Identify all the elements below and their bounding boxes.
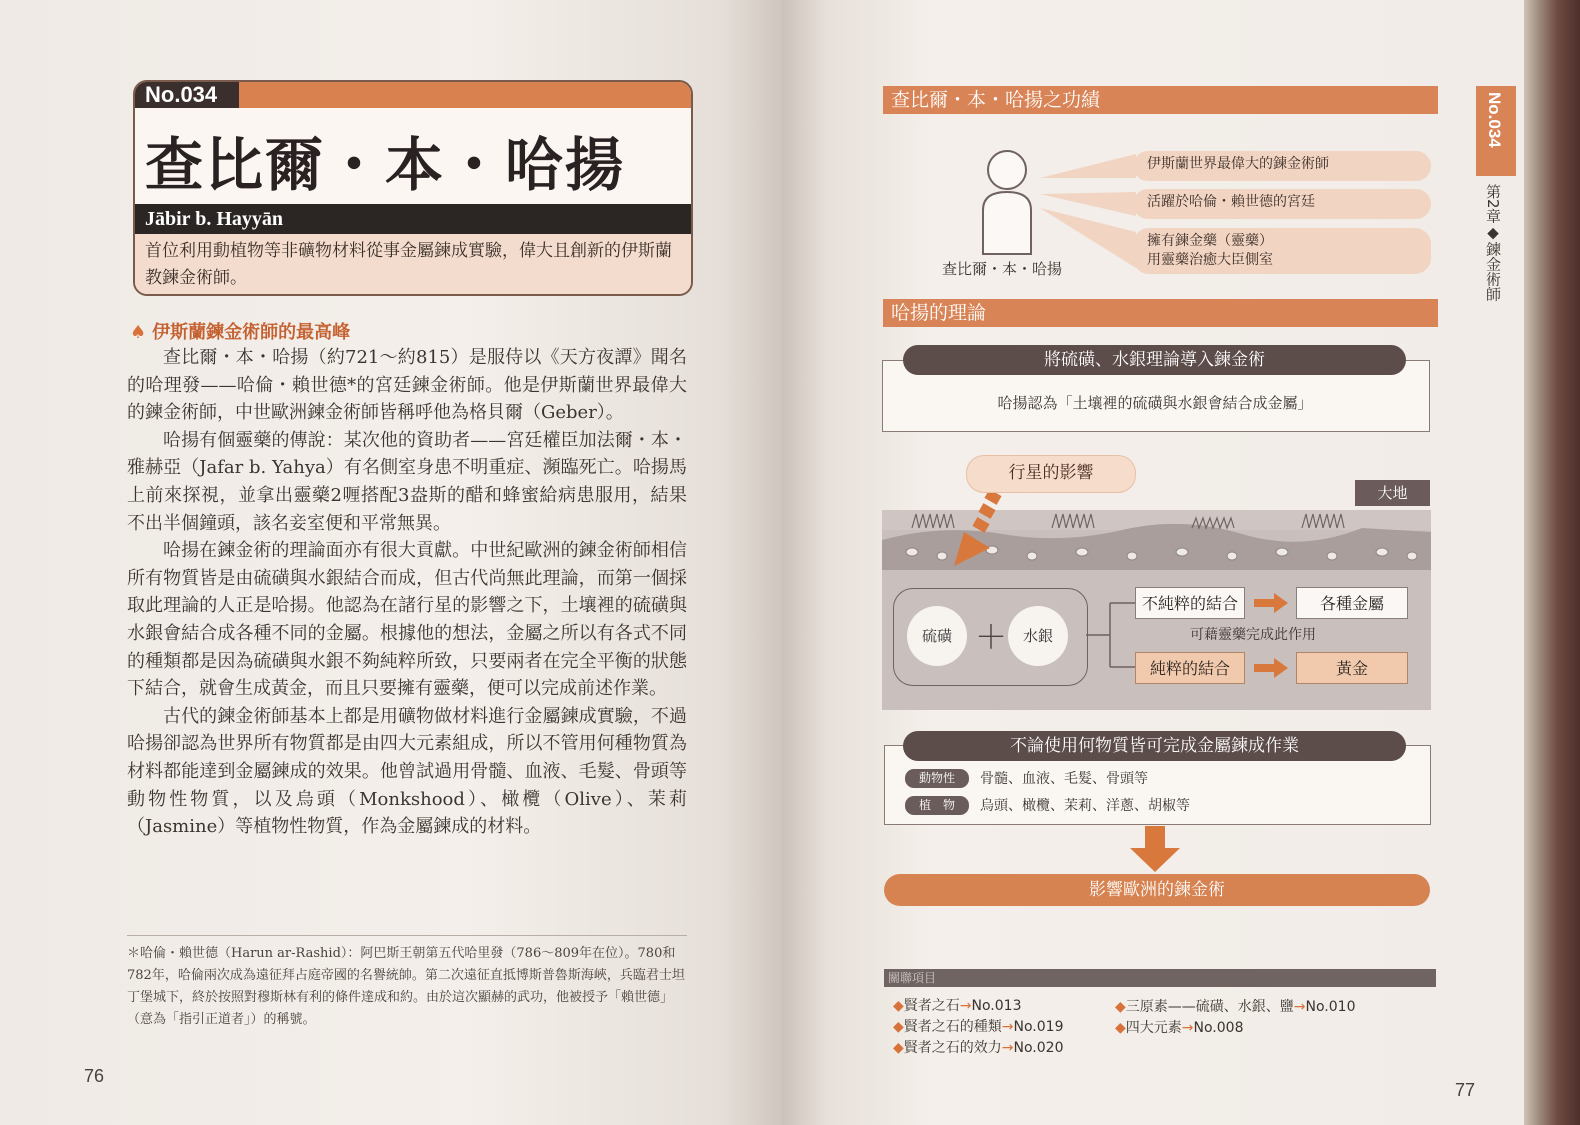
related-ref: No.020: [1013, 1040, 1064, 1056]
related-ref: No.010: [1305, 999, 1356, 1015]
footnote-divider: [127, 935, 687, 936]
side-tab-number: No.034: [1485, 92, 1504, 148]
achievement-line: 擁有鍊金藥（靈藥）: [1147, 233, 1273, 249]
planet-influence-label: 行星的影響: [966, 455, 1136, 493]
arrow-right-icon: [1254, 658, 1288, 678]
related-item: [1115, 1017, 1243, 1037]
page-title: 查比爾・本・哈揚: [145, 131, 626, 199]
diamond-icon: ◆: [893, 1040, 904, 1056]
page-number-right: 77: [1455, 1080, 1476, 1100]
influence-banner: 影響歐洲的鍊金術: [884, 874, 1430, 906]
arrow-icon: →: [1293, 999, 1306, 1015]
plant-materials: 烏頭、橄欖、茉莉、洋蔥、胡椒等: [980, 798, 1190, 814]
related-item: [893, 995, 1021, 1015]
plant-tag: 植 物: [905, 796, 969, 815]
related-name: 賢者之石的效力: [903, 1040, 1002, 1056]
section-heading-text: 伊斯蘭鍊金術師的最高峰: [152, 322, 351, 343]
branch-lines: [1086, 595, 1136, 675]
related-ref: No.013: [971, 998, 1022, 1014]
impure-union-label: 不純粹的結合: [1135, 587, 1245, 619]
planet-influence-arrow: [950, 488, 1020, 572]
related-item: [1115, 996, 1355, 1016]
paragraph: 哈揚在鍊金術的理論面亦有很大貢獻。中世紀歐洲的鍊金術師相信所有物質皆是由硫磺與水銀結合而成，但古代尚無此理論，而第一個採取此理論的人正是哈揚。他認為在諸行星的影響之下，土壤裡的硫磺與水銀會結合成各種不同的金屬。根據他的想法，金屬之所以有各式不同的種類都是因為硫磺與水銀不夠純粹所致，只要兩者在完全平衡的狀態下結合，就會生成黃金，而且只要擁有靈藥，便可以完成前述作業。: [127, 540, 687, 700]
section-bar-achievements: 查比爾・本・哈揚之功績: [883, 86, 1438, 114]
diamond-icon: ◆: [893, 998, 904, 1014]
related-ref: No.008: [1193, 1020, 1244, 1036]
related-item: [893, 1016, 1063, 1036]
person-label: 查比爾・本・哈揚: [942, 260, 1063, 278]
spade-icon: ♠: [130, 322, 147, 343]
sulfur-ball: 硫磺: [907, 606, 967, 666]
page-number-left: 76: [84, 1066, 105, 1086]
section-heading: [130, 318, 350, 344]
paragraph: 哈揚有個靈藥的傳說：某次他的資助者——宮廷權臣加法爾・本・雅赫亞（Jafar b. Yahya）有名側室身患不明重症、瀕臨死亡。哈揚馬上前來探視，並拿出靈藥2喱搭配3盎斯的醋和蜂蜜給病患服用，結果不出半個鐘頭，該名妾室便和平常無異。: [127, 429, 687, 534]
diamond-icon: ◆: [1115, 999, 1126, 1015]
arrow-icon: →: [1001, 1019, 1014, 1035]
elixir-note: 可藉靈藥完成此作用: [1190, 627, 1316, 643]
entry-number: No.034: [135, 82, 239, 108]
paragraph: 古代的鍊金術師基本上都是用礦物做材料進行金屬鍊成實驗，不過哈揚卻認為世界所有物質都是由四大元素組成，所以不管用何種物質為材料都能達到金屬鍊成的效果。他曾試過用骨髓、血液、毛髮、骨頭等動物性物質，以及烏頭（Monkshood）、橄欖（Olive）、茉莉（Jasmine）等植物性物質，作為金屬鍊成的材料。: [127, 705, 687, 838]
related-ref: No.019: [1013, 1019, 1064, 1035]
footnote: ＊哈倫・賴世德（Harun ar-Rashid）：阿巴斯王朝第五代哈里發（786～809年在位）。780和782年，哈倫兩次成為遠征拜占庭帝國的名譽統帥。第二次遠征直抵博斯普魯斯海峽，兵臨君士坦丁堡城下，終於按照對穆斯林有利的條件達成和約。由於這次顯赫的武功，他被授予「賴世德」（意為「指引正道者」）的稱號。: [127, 946, 685, 1027]
animal-tag: 動物性: [905, 769, 969, 788]
diamond-icon: ◆: [1115, 1020, 1126, 1036]
related-name: 四大元素: [1125, 1020, 1182, 1036]
related-items-bar: 關聯項目: [884, 969, 1436, 987]
paragraph: 查比爾・本・哈揚（約721～約815）是服侍以《天方夜譚》聞名的哈理發——哈倫・賴世德*的宮廷鍊金術師。他是伊斯蘭世界最偉大的鍊金術師，中世歐洲鍊金術師皆稱呼他為格貝爾（Geber）。: [127, 347, 687, 424]
pure-union-label: 純粹的結合: [1135, 652, 1245, 684]
latin-name: Jābir b. Hayyān: [135, 204, 691, 234]
plus-sign: ＋: [975, 618, 1008, 656]
achievement-line: 用靈藥治癒大臣側室: [1147, 252, 1273, 268]
achievement-pill: 活躍於哈倫・賴世德的宮廷: [1133, 189, 1431, 219]
materials-banner: 不論使用何物質皆可完成金屬鍊成作業: [903, 731, 1406, 761]
arrow-icon: →: [959, 998, 972, 1014]
arrow-icon: →: [1181, 1020, 1194, 1036]
summary-text: 首位利用動植物等非礦物材料從事金屬鍊成實驗，偉大且創新的伊斯蘭教鍊金術師。: [135, 234, 691, 294]
related-name: 賢者之石的種類: [903, 1019, 1002, 1035]
connector-wedges: [1040, 150, 1140, 276]
section-bar-theory: 哈揚的理論: [883, 299, 1438, 327]
person-icon: [977, 148, 1037, 256]
animal-materials: 骨髓、血液、毛髮、骨頭等: [980, 771, 1148, 787]
body-text: [127, 344, 687, 841]
side-tab: [1476, 86, 1516, 176]
arrow-down-icon: [1130, 826, 1180, 872]
related-name: 賢者之石: [903, 998, 960, 1014]
title-card: [133, 80, 693, 296]
arrow-icon: →: [1001, 1040, 1014, 1056]
page-edge: [1524, 0, 1580, 1125]
chapter-label: 第2章◆鍊金術師: [1484, 184, 1502, 302]
achievement-pill: 伊斯蘭世界最偉大的鍊金術師: [1133, 151, 1431, 181]
theory-banner: 將硫磺、水銀理論導入鍊金術: [903, 345, 1406, 375]
diamond-icon: ◆: [893, 1019, 904, 1035]
title-area: [135, 108, 691, 204]
arrow-right-icon: [1254, 593, 1288, 613]
earth-label: 大地: [1355, 480, 1430, 506]
left-page: [0, 0, 782, 1125]
achievement-pill: [1133, 228, 1431, 274]
theory-text: 哈揚認為「土壤裡的硫磺與水銀會結合成金屬」: [997, 394, 1313, 412]
mercury-ball: 水銀: [1008, 606, 1068, 666]
various-metals-label: 各種金屬: [1296, 587, 1408, 619]
related-item: [893, 1037, 1063, 1057]
gold-label: 黃金: [1296, 652, 1408, 684]
related-name: 三原素——硫磺、水銀、鹽: [1125, 999, 1294, 1015]
